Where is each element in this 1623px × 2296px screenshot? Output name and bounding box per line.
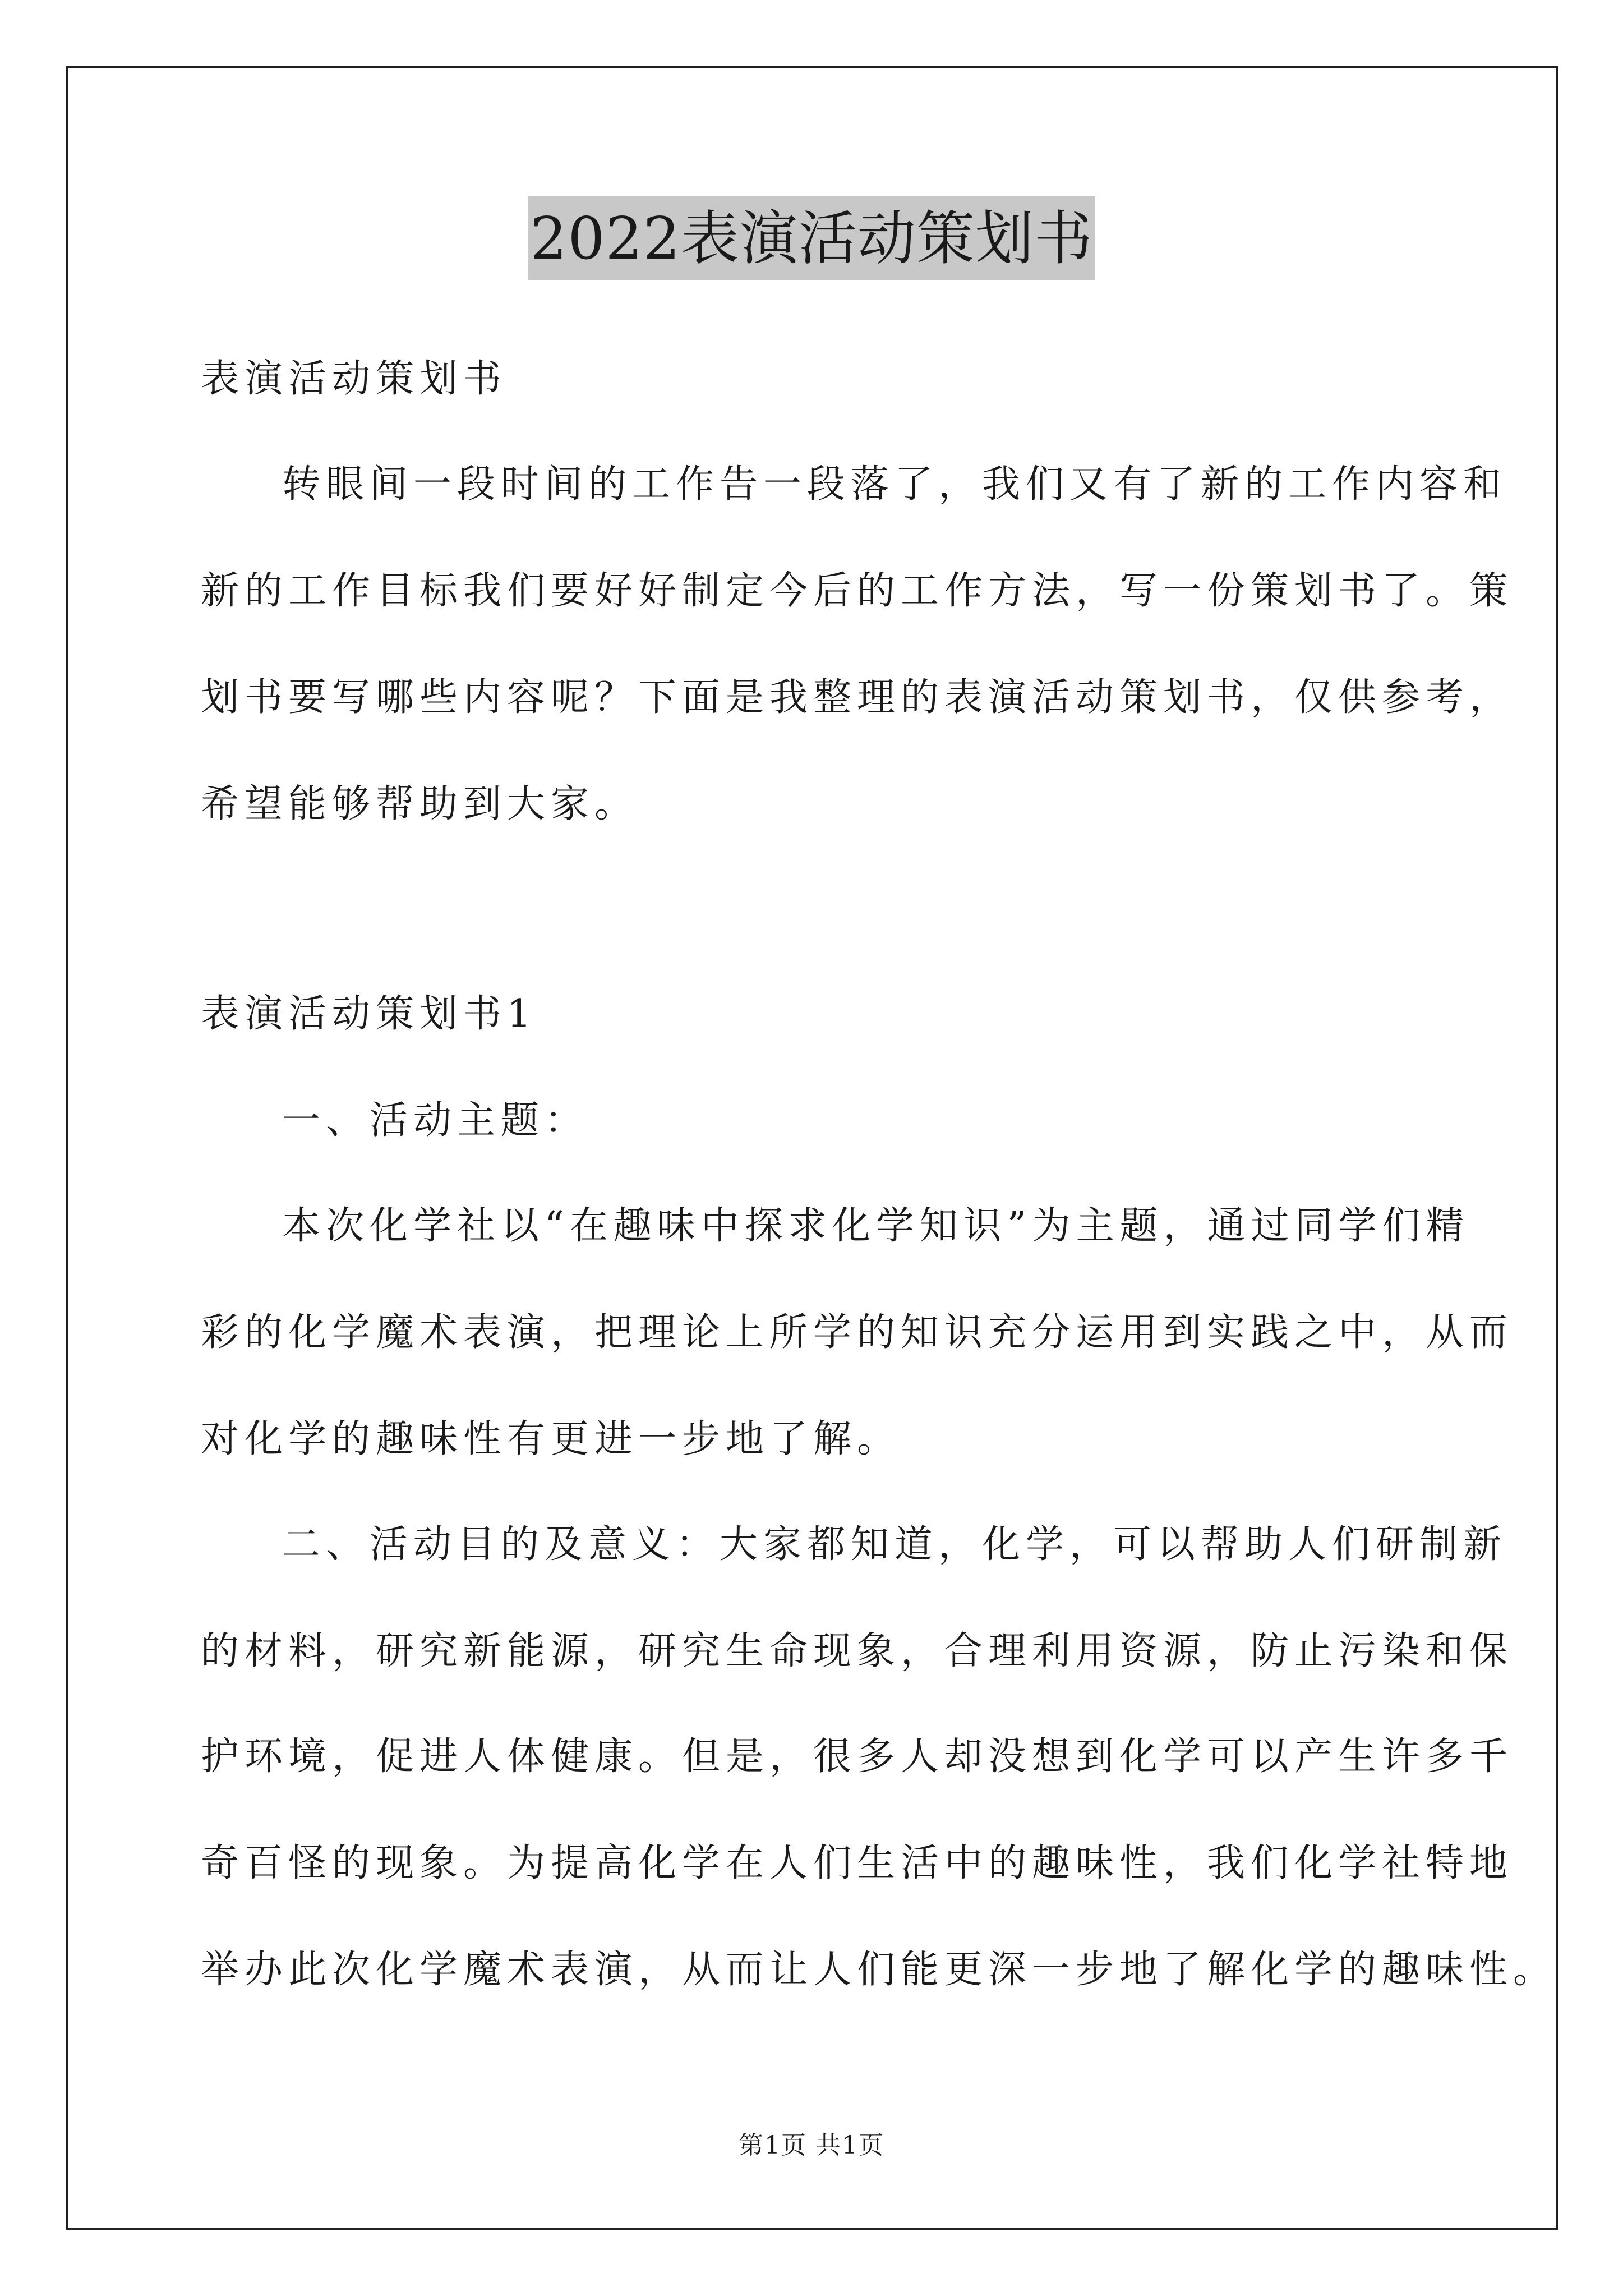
theme-heading: 一、活动主题： — [282, 1098, 589, 1143]
intro-line-3: 划书要写哪些内容呢？下面是我整理的表演活动策划书，仅供参考， — [201, 675, 1514, 720]
section-heading: 表演活动策划书1 — [201, 992, 537, 1036]
intro-line-4: 希望能够帮助到大家。 — [201, 782, 639, 826]
intro-line-1: 转眼间一段时间的工作告一段落了，我们又有了新的工作内容和 — [282, 462, 1507, 507]
purpose-line-2: 的材料，研究新能源，研究生命现象，合理利用资源，防止污染和保 — [201, 1629, 1514, 1673]
purpose-line-1: 二、活动目的及意义：大家都知道，化学，可以帮助人们研制新 — [282, 1522, 1507, 1567]
theme-line-1: 本次化学社以“在趣味中探求化学知识”为主题，通过同学们精 — [282, 1204, 1470, 1248]
theme-line-2: 彩的化学魔术表演，把理论上所学的知识充分运用到实践之中，从而 — [201, 1310, 1514, 1355]
purpose-line-3: 护环境，促进人体健康。但是，很多人却没想到化学可以产生许多千 — [201, 1734, 1514, 1779]
intro-line-2: 新的工作目标我们要好好制定今后的工作方法，写一份策划书了。策 — [201, 569, 1514, 613]
purpose-line-4: 奇百怪的现象。为提高化学在人们生活中的趣味性，我们化学社特地 — [201, 1841, 1514, 1885]
page-footer: 第1页 共1页 — [739, 2131, 884, 2160]
document-title: 2022表演活动策划书 — [528, 196, 1095, 280]
document-subtitle: 表演活动策划书 — [201, 357, 508, 401]
theme-line-3: 对化学的趣味性有更进一步地了解。 — [201, 1417, 901, 1461]
title-container — [0, 196, 1623, 280]
purpose-line-5: 举办此次化学魔术表演，从而让人们能更深一步地了解化学的趣味性。 — [201, 1948, 1557, 1992]
